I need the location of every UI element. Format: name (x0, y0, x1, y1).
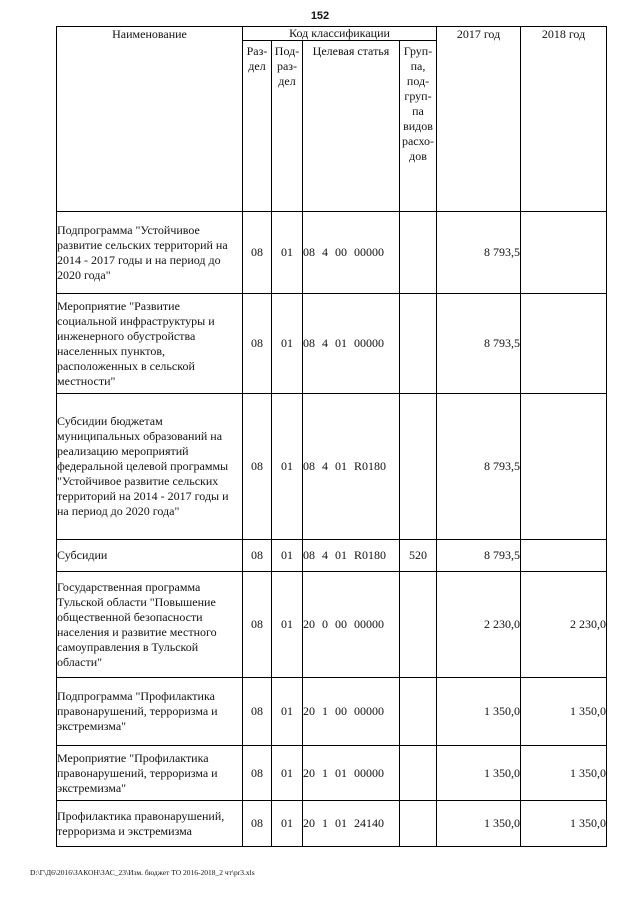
row-name: Мероприятие "Профилактика правонарушений, терроризма и экстремизма" (57, 746, 243, 801)
row-amount-2018 (521, 212, 607, 294)
row-name: Подпрограмма "Устойчивое развитие сельских территорий на 2014 - 2017 годы и на период до 2020 года" (57, 212, 243, 294)
table-row (57, 572, 607, 678)
file-path-footer: D:\Г\Д6\2016\ЗАКОН\ЗАС_23\Изм. бюджет ТО 2016-2018_2 чт\pr3.xls (30, 868, 255, 877)
table-row (57, 212, 607, 294)
row-target-item: 20 0 00 00000 (303, 572, 400, 678)
table-row (57, 540, 607, 572)
row-amount-2018: 1 350,0 (521, 678, 607, 746)
row-amount-2018: 1 350,0 (521, 746, 607, 801)
row-expense-group (400, 294, 437, 394)
row-amount-2018: 1 350,0 (521, 801, 607, 847)
table-row (57, 746, 607, 801)
row-subsection: 01 (272, 801, 303, 847)
row-target-item: 08 4 01 00000 (303, 294, 400, 394)
row-amount-2017: 8 793,5 (437, 294, 521, 394)
budget-table (56, 26, 607, 847)
row-section: 08 (243, 801, 272, 847)
header-expense-group: Груп- па, под- груп- па видов расхо- дов (400, 41, 437, 212)
row-amount-2018: 2 230,0 (521, 572, 607, 678)
header-2017: 2017 год (437, 27, 521, 212)
row-expense-group (400, 801, 437, 847)
header-2018: 2018 год (521, 27, 607, 212)
row-subsection: 01 (272, 294, 303, 394)
row-amount-2017: 1 350,0 (437, 801, 521, 847)
row-target-item: 08 4 01 R0180 (303, 540, 400, 572)
header-target-item: Целевая статья (303, 41, 400, 212)
row-expense-group (400, 572, 437, 678)
table-row (57, 294, 607, 394)
row-expense-group (400, 746, 437, 801)
row-expense-group (400, 212, 437, 294)
page-number: 152 (310, 10, 330, 22)
row-name: Субсидии (57, 540, 243, 572)
row-amount-2018 (521, 540, 607, 572)
row-amount-2017: 8 793,5 (437, 394, 521, 540)
table-row (57, 678, 607, 746)
row-target-item: 08 4 01 R0180 (303, 394, 400, 540)
row-section: 08 (243, 678, 272, 746)
row-amount-2017: 8 793,5 (437, 540, 521, 572)
row-section: 08 (243, 746, 272, 801)
row-subsection: 01 (272, 212, 303, 294)
row-target-item: 08 4 00 00000 (303, 212, 400, 294)
row-name: Профилактика правонарушений, терроризма и экстремизма (57, 801, 243, 847)
header-name: Наименование (57, 27, 243, 212)
row-amount-2017: 2 230,0 (437, 572, 521, 678)
row-target-item: 20 1 01 00000 (303, 746, 400, 801)
table-row (57, 394, 607, 540)
row-amount-2018 (521, 394, 607, 540)
header-classification: Код классификации (243, 27, 437, 41)
row-amount-2017: 1 350,0 (437, 746, 521, 801)
row-expense-group (400, 678, 437, 746)
row-name: Государственная программа Тульской области "Повышение общественной безопасности населения и развитие местного самоуправления в Тульской области" (57, 572, 243, 678)
row-section: 08 (243, 394, 272, 540)
row-subsection: 01 (272, 540, 303, 572)
row-subsection: 01 (272, 572, 303, 678)
row-name: Субсидии бюджетам муниципальных образований на реализацию мероприятий федеральной целевой программы "Устойчивое развитие сельских территорий на 2014 - 2017 годы и на период до 2020 года" (57, 394, 243, 540)
row-name: Мероприятие "Развитие социальной инфраструктуры и инженерного обустройства населенных пунктов, расположенных в сельской местности" (57, 294, 243, 394)
row-subsection: 01 (272, 394, 303, 540)
row-name: Подпрограмма "Профилактика правонарушений, терроризма и экстремизма" (57, 678, 243, 746)
row-section: 08 (243, 572, 272, 678)
header-section: Раз- дел (243, 41, 272, 212)
row-amount-2017: 8 793,5 (437, 212, 521, 294)
row-amount-2018 (521, 294, 607, 394)
header-subsection: Под- раз- дел (272, 41, 303, 212)
row-amount-2017: 1 350,0 (437, 678, 521, 746)
row-subsection: 01 (272, 678, 303, 746)
row-target-item: 20 1 01 24140 (303, 801, 400, 847)
row-section: 08 (243, 540, 272, 572)
table-row (57, 801, 607, 847)
row-subsection: 01 (272, 746, 303, 801)
row-expense-group: 520 (400, 540, 437, 572)
row-section: 08 (243, 212, 272, 294)
row-section: 08 (243, 294, 272, 394)
row-target-item: 20 1 00 00000 (303, 678, 400, 746)
row-expense-group (400, 394, 437, 540)
